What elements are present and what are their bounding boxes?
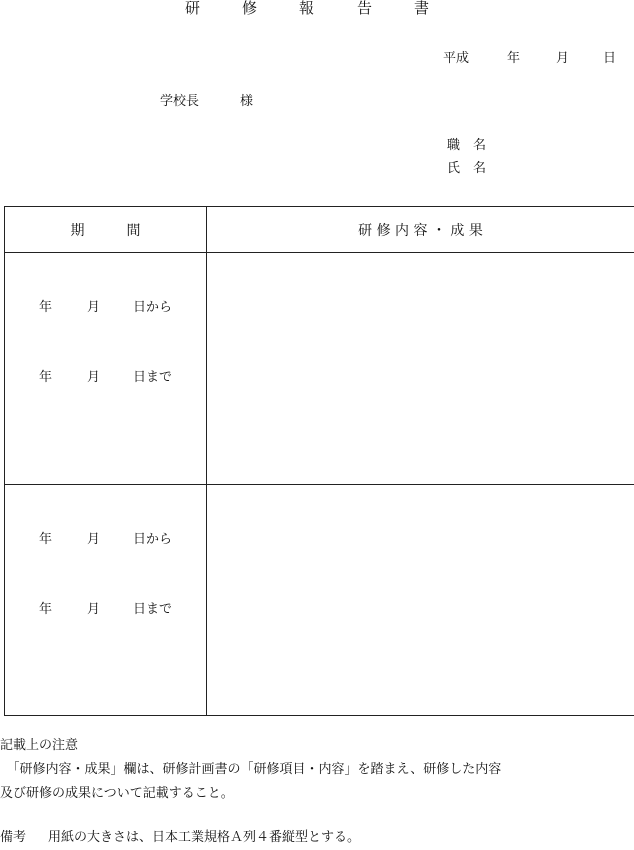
- title-char: 修: [242, 0, 257, 18]
- table-row: [5, 484, 634, 715]
- date-line: [0, 47, 634, 67]
- table-header-row: [5, 207, 634, 253]
- period-to: [39, 366, 199, 386]
- date-year: 年: [507, 47, 520, 66]
- from-year: 年: [39, 528, 52, 547]
- position-field: [447, 134, 486, 153]
- to-month: 月: [87, 366, 100, 385]
- name-field: [447, 157, 486, 176]
- from-day: 日から: [133, 296, 172, 315]
- title-char: 報: [299, 0, 314, 18]
- report-table: [4, 206, 634, 716]
- content-cell[interactable]: [207, 253, 634, 484]
- header-content: 研 修 内 容 ・ 成 果: [207, 207, 634, 253]
- title-char: 告: [357, 0, 372, 18]
- notes-line: 「研修内容・成果」欄は、研修計画書の「研修項目・内容」を踏まえ、研修した内容: [0, 758, 501, 782]
- remark-label: 備考: [0, 826, 26, 850]
- period-cell: [5, 484, 207, 715]
- header-period: 期 間: [5, 207, 207, 253]
- period-from: [39, 528, 199, 548]
- addressee: [160, 90, 199, 109]
- from-year: 年: [39, 296, 52, 315]
- from-day: 日から: [133, 528, 172, 547]
- to-day: 日まで: [133, 366, 172, 385]
- title-char: 書: [414, 0, 429, 18]
- name-label: 氏 名: [447, 161, 486, 176]
- date-day: 日: [603, 47, 616, 66]
- from-month: 月: [87, 528, 100, 547]
- to-month: 月: [87, 598, 100, 617]
- table-row: [5, 253, 634, 484]
- period-cell: [5, 253, 207, 484]
- content-cell[interactable]: [207, 484, 634, 715]
- from-month: 月: [87, 296, 100, 315]
- to-year: 年: [39, 598, 52, 617]
- to-year: 年: [39, 366, 52, 385]
- date-month: 月: [556, 47, 569, 66]
- title-char: 研: [185, 0, 200, 18]
- remark-text: 用紙の大きさは、日本工業規格Ａ列４番縦型とする。: [48, 826, 360, 850]
- notes-heading: 記載上の注意: [0, 734, 78, 758]
- position-label: 職 名: [447, 138, 486, 153]
- notes-line: 及び研修の成果について記載すること。: [0, 782, 234, 806]
- document-title: [0, 0, 634, 21]
- addressee-name: 学校長: [160, 94, 199, 109]
- period-to: [39, 598, 199, 618]
- addressee-honorific: 様: [240, 90, 253, 109]
- date-era: 平成: [443, 47, 469, 66]
- to-day: 日まで: [133, 598, 172, 617]
- period-from: [39, 296, 199, 316]
